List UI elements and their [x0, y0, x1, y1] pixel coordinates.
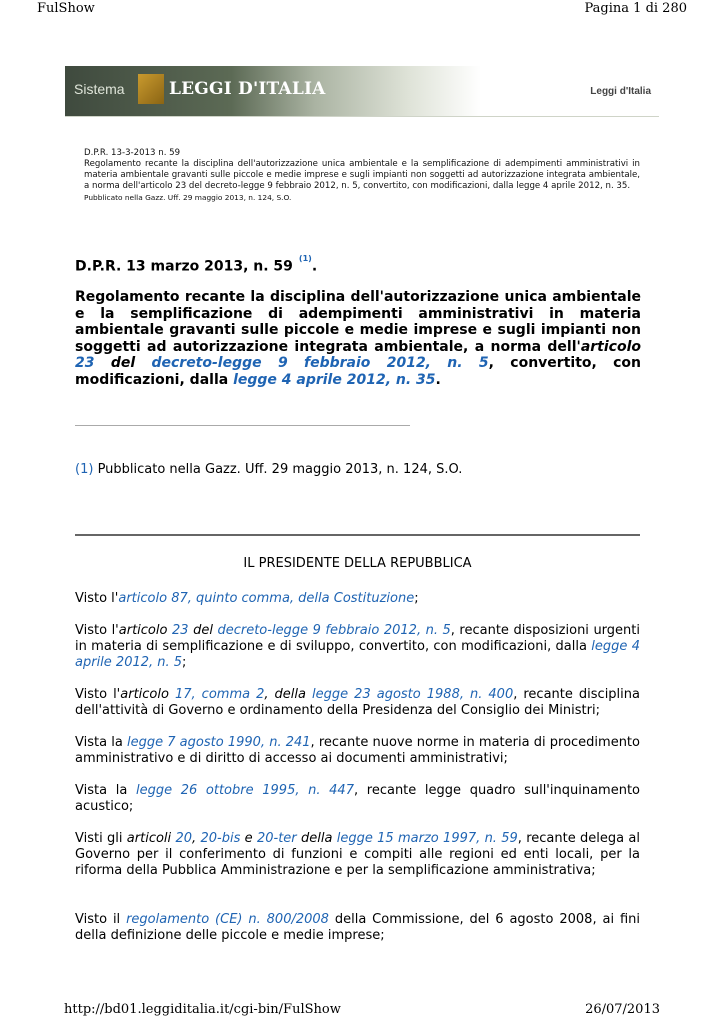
banner-logo-text: LEGGI D'ITALIA	[169, 79, 326, 99]
preamble-paragraph	[75, 783, 640, 815]
footnote-ref[interactable]: (1)	[75, 462, 94, 477]
title-text-4: , convertito, con modificazioni, dalla	[75, 355, 642, 388]
p3-text-b: , recante disciplina dell'attività di Governo e ordinamento della Presidenza del Consiglio dei Ministri;	[75, 687, 640, 719]
print-footer-date: 26/07/2013	[585, 1002, 660, 1017]
p6-link-law[interactable]: legge 15 marzo 1997, n. 59	[336, 831, 518, 846]
p2-end: ;	[182, 655, 187, 671]
p6-link-20ter[interactable]: 20-ter	[256, 831, 297, 846]
p2-link-decree[interactable]: decreto-legge 9 febbraio 2012, n. 5	[217, 623, 451, 638]
p4-text: Vista la	[75, 735, 123, 750]
president-heading: IL PRESIDENTE DELLA REPUBBLICA	[243, 556, 472, 571]
title-text-3: del	[110, 355, 136, 371]
divider-short	[75, 425, 410, 426]
summary-publication: Pubblicato nella Gazz. Uff. 29 maggio 2013, n. 124, S.O.	[84, 193, 292, 202]
p2-italic-del: del	[193, 623, 213, 638]
title-text-1: Regolamento recante la disciplina dell'autorizzazione unica ambientale e la semplificazione di adempimenti amministrativi in materia ambientale gravanti sulle piccole e medie imprese e sugli impianti non soggetti ad autorizzazione integrata ambientale, a norma dell'	[75, 289, 641, 355]
site-banner	[65, 66, 659, 117]
p7-link[interactable]: regolamento (CE) n. 800/2008	[126, 912, 329, 927]
footnote	[75, 462, 462, 477]
heading-note-ref[interactable]: (1)	[298, 254, 312, 263]
p2-text-b: , recante disposizioni urgenti in materia di semplificazione e di sviluppo, convertito, con modificazioni, dalla	[75, 623, 640, 655]
p7-text-b: della Commissione, del 6 agosto 2008, ai fini della definizione delle piccole e medie imprese;	[75, 912, 640, 944]
p1-end: ;	[414, 591, 419, 606]
preamble-paragraph	[75, 831, 640, 880]
preamble-paragraph	[75, 591, 640, 607]
p6-italic: articoli	[126, 831, 172, 846]
title-text-2: articolo	[580, 338, 641, 355]
document-title	[75, 289, 641, 388]
p3-link-article[interactable]: 17, comma 2	[174, 687, 265, 702]
document-heading	[75, 254, 318, 275]
p2-text: Visto l'	[75, 623, 119, 638]
p6-comma: ,	[192, 831, 197, 846]
banner-sistema-label: Sistema	[74, 81, 125, 97]
preamble-paragraph	[75, 623, 640, 672]
p3-italic: articolo	[120, 687, 169, 702]
heading-dot: .	[311, 258, 318, 275]
title-link-law[interactable]: legge 4 aprile 2012, n. 35	[233, 371, 436, 388]
heading-text: D.P.R. 13 marzo 2013, n. 59	[75, 258, 293, 275]
title-text-5: .	[435, 371, 441, 388]
banner-right-link[interactable]: Leggi d'Italia	[590, 86, 651, 97]
p4-link[interactable]: legge 7 agosto 1990, n. 241	[126, 735, 311, 750]
p6-link-20[interactable]: 20	[175, 831, 193, 846]
p3-link-law[interactable]: legge 23 agosto 1988, n. 400	[312, 687, 514, 702]
p7-text: Visto il	[75, 912, 121, 927]
title-link-decree[interactable]: decreto-legge 9 febbraio 2012, n. 5	[151, 355, 489, 371]
summary-block	[84, 148, 640, 203]
summary-id: D.P.R. 13-3-2013 n. 59	[84, 148, 181, 158]
logo-emblem-icon	[138, 74, 164, 104]
divider-long	[75, 534, 640, 536]
p1-link[interactable]: articolo 87, quinto comma, della Costituzione	[118, 591, 415, 606]
p6-text: Visti gli	[75, 831, 123, 846]
p3-text: Visto l'	[75, 687, 121, 702]
footnote-text: Pubblicato nella Gazz. Uff. 29 maggio 2013, n. 124, S.O.	[97, 462, 463, 477]
print-header-left: FulShow	[37, 1, 95, 16]
p5-text: Vista la	[75, 783, 128, 798]
p6-text-b: , recante delega al Governo per il conferimento di funzioni e compiti alle regioni ed enti locali, per la riforma della Pubblica Amministrazione e per la semplificazione amministrativa;	[75, 831, 641, 879]
preamble-paragraph	[75, 735, 640, 767]
p2-link-law[interactable]: legge 4 aprile 2012, n. 5	[75, 639, 640, 671]
preamble-paragraph	[75, 687, 640, 719]
p2-link-article[interactable]: 23	[171, 623, 189, 638]
p6-italic-e: e	[244, 831, 253, 846]
p4-text-b: , recante nuove norme in materia di procedimento amministrativo e di diritto di accesso ai documenti amministrativi;	[75, 735, 640, 767]
p5-link[interactable]: legge 26 ottobre 1995, n. 447	[135, 783, 354, 798]
print-page-counter: Pagina 1 di 280	[584, 1, 687, 16]
p5-text-b: , recante legge quadro sull'inquinamento acustico;	[75, 783, 640, 815]
p2-italic: articolo	[118, 623, 168, 638]
summary-title: Regolamento recante la disciplina dell'autorizzazione unica ambientale e la semplificazione di adempimenti amministrativi in materia ambientale gravanti sulle piccole e medie imprese e sugli impianti non soggetti ad autorizzazione integrata ambientale, a norma dell'articolo 23 del decreto-legge 9 febbraio 2012, n. 5, convertito, con modificazioni, dalla legge 4 aprile 2012, n. 35.	[84, 159, 640, 191]
title-link-article[interactable]: 23	[75, 355, 95, 371]
p1-text: Visto l'	[75, 591, 119, 606]
print-footer-url: http://bd01.leggiditalia.it/cgi-bin/FulShow	[64, 1002, 341, 1017]
p3-italic-della: , della	[264, 687, 306, 702]
p6-italic-della: della	[300, 831, 333, 846]
preamble-paragraph	[75, 912, 640, 944]
p6-link-20bis[interactable]: 20-bis	[200, 831, 241, 846]
